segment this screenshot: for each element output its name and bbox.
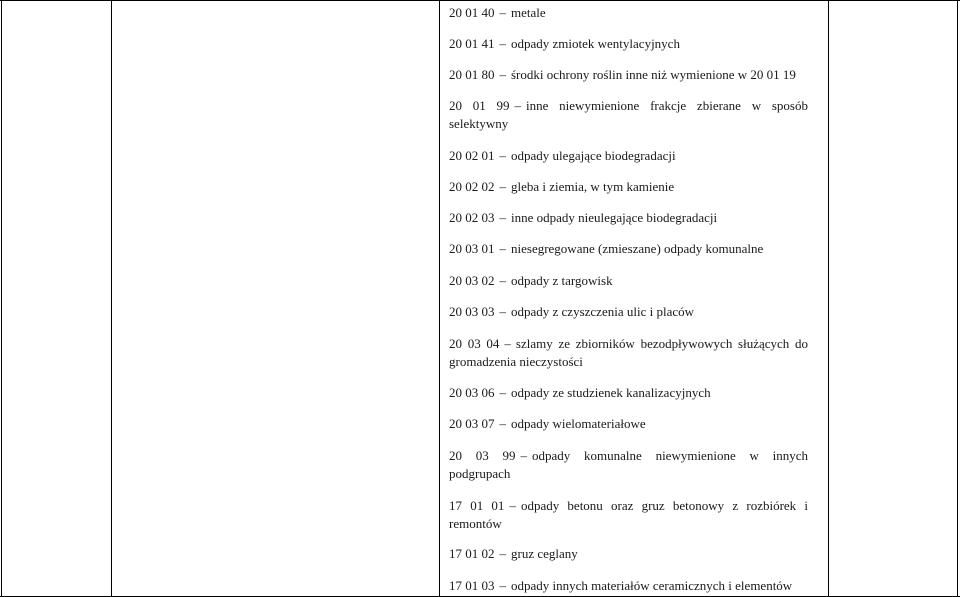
waste-description: inne niewymienione frakcje zbierane w sposób selektywny <box>449 98 808 131</box>
waste-description: szlamy ze zbiorników bezodpływowych służących do gromadzenia nieczystości <box>449 336 808 369</box>
waste-description: gleba i ziemia, w tym kamienie <box>511 179 675 194</box>
waste-code: 20 02 01 <box>449 148 495 163</box>
column-divider-3 <box>828 1 829 596</box>
list-item: 20 01 40 – metale <box>449 5 546 20</box>
waste-description: odpady innych materiałów ceramicznych i elementów <box>511 578 793 593</box>
waste-description: gruz ceglany <box>511 546 578 561</box>
table-border-right <box>957 1 958 596</box>
list-item: 20 01 80 – środki ochrony roślin inne niż wymienione w 20 01 19 <box>449 67 796 82</box>
waste-code: 20 02 03 <box>449 210 495 225</box>
list-item: 20 01 99 – inne niewymienione frakcje zbierane w sposób selektywny <box>449 98 808 131</box>
waste-description: odpady z targowisk <box>511 273 613 288</box>
waste-code: 20 03 99 <box>449 448 516 463</box>
list-item: 20 02 01 – odpady ulegające biodegradacji <box>449 148 676 163</box>
waste-description: odpady z czyszczenia ulic i placów <box>511 304 694 319</box>
waste-description: niesegregowane (zmieszane) odpady komunalne <box>511 241 764 256</box>
list-item: 20 03 01 – niesegregowane (zmieszane) odpady komunalne <box>449 241 764 256</box>
list-item: 20 02 02 – gleba i ziemia, w tym kamienie <box>449 179 675 194</box>
waste-description: odpady wielomateriałowe <box>511 416 646 431</box>
list-item: 20 03 07 – odpady wielomateriałowe <box>449 416 646 431</box>
list-item: 20 03 02 – odpady z targowisk <box>449 273 613 288</box>
waste-description: środki ochrony roślin inne niż wymienione w 20 01 19 <box>511 67 796 82</box>
waste-description: odpady ulegające biodegradacji <box>511 148 676 163</box>
list-item: 20 03 06 – odpady ze studzienek kanalizacyjnych <box>449 385 711 400</box>
waste-code: 20 03 03 <box>449 304 495 319</box>
list-item: 20 01 41 – odpady zmiotek wentylacyjnych <box>449 36 680 51</box>
waste-code: 20 02 02 <box>449 179 495 194</box>
list-item: 20 03 03 – odpady z czyszczenia ulic i placów <box>449 304 694 319</box>
column-divider-2 <box>439 1 440 596</box>
waste-description: metale <box>511 5 546 20</box>
waste-code: 20 01 41 <box>449 36 495 51</box>
waste-code: 20 03 01 <box>449 241 495 256</box>
waste-code: 20 03 02 <box>449 273 495 288</box>
list-item: 17 01 01 – odpady betonu oraz gruz betonowy z rozbiórek i remontów <box>449 498 809 531</box>
table-border-left <box>1 1 2 596</box>
waste-code: 20 01 99 <box>449 98 510 113</box>
waste-code: 20 01 80 <box>449 67 495 82</box>
waste-description: odpady betonu oraz gruz betonowy z rozbiórek i remontów <box>449 498 809 531</box>
list-item: 17 01 03 – odpady innych materiałów ceramicznych i elementów <box>449 578 793 593</box>
waste-code: 20 01 40 <box>449 5 495 20</box>
waste-code: 20 03 06 <box>449 385 495 400</box>
list-item: 20 03 99 – odpady komunalne niewymienione w innych podgrupach <box>449 448 808 481</box>
waste-code: 20 03 04 <box>449 336 500 351</box>
list-item: 17 01 02 – gruz ceglany <box>449 546 578 561</box>
waste-description: odpady komunalne niewymienione w innych podgrupach <box>449 448 808 481</box>
waste-description: inne odpady nieulegające biodegradacji <box>511 210 718 225</box>
waste-code: 20 03 07 <box>449 416 495 431</box>
list-item: 20 03 04 – szlamy ze zbiorników bezodpływowych służących do gromadzenia nieczystości <box>449 336 808 369</box>
waste-code: 17 01 01 <box>449 498 505 513</box>
waste-code: 17 01 02 <box>449 546 495 561</box>
column-divider-1 <box>111 1 112 596</box>
waste-description: odpady zmiotek wentylacyjnych <box>511 36 680 51</box>
waste-code: 17 01 03 <box>449 578 495 593</box>
waste-description: odpady ze studzienek kanalizacyjnych <box>511 385 711 400</box>
list-item: 20 02 03 – inne odpady nieulegające biodegradacji <box>449 210 718 225</box>
